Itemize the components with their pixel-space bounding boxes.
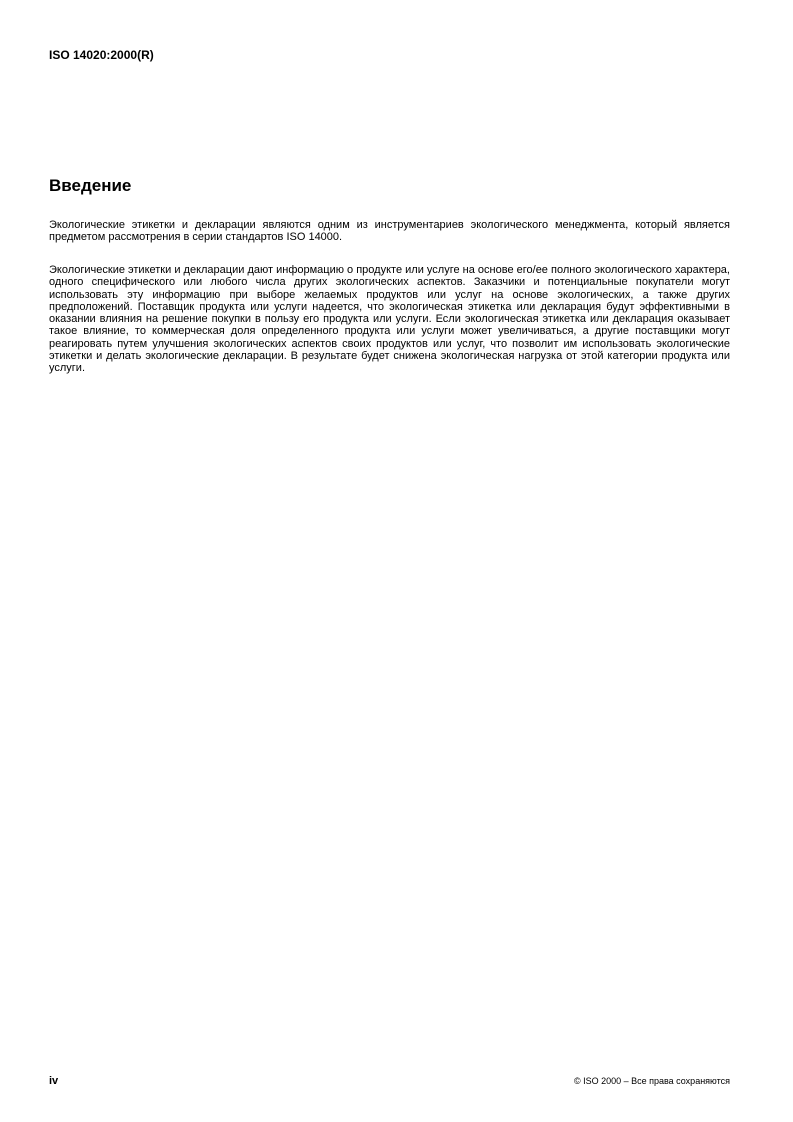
copyright-notice: © ISO 2000 – Все права сохраняются [573,1076,730,1086]
page-number: iv [49,1075,59,1087]
paragraph-1: Экологические этикетки и декларации являются одним из инструментариев экологического менеджмента, который является предметом рассмотрения в серии стандартов ISO 14000. [49,219,730,244]
section-title: Введение [49,176,132,195]
document-id: ISO 14020:2000(R) [49,48,154,62]
paragraph-2: Экологические этикетки и декларации дают информацию о продукте или услуге на основе его/ее полного экологического характера, одного специфического или любого числа других экологических аспектов. Заказчики и потенциальные покупатели могут использовать эту информацию при выборе желаемых продуктов или услуг на основе экологических, а также других предположений. Поставщик продукта или услуги надеется, что экологическая этикетка или декларация будут эффективными в оказании влияния на решение покупки в пользу его продукта или услуги. Если экологическая этикетка или декларация оказывает такое влияние, то коммерческая доля определенного продукта или услуги может увеличиваться, а другие поставщики могут реагировать путем улучшения экологических аспектов своих продуктов или услуг, что позволит им использовать экологические этикетки и делать экологические декларации. В результате будет снижена экологическая нагрузка от этой категории продукта или услуги. [49,264,730,375]
